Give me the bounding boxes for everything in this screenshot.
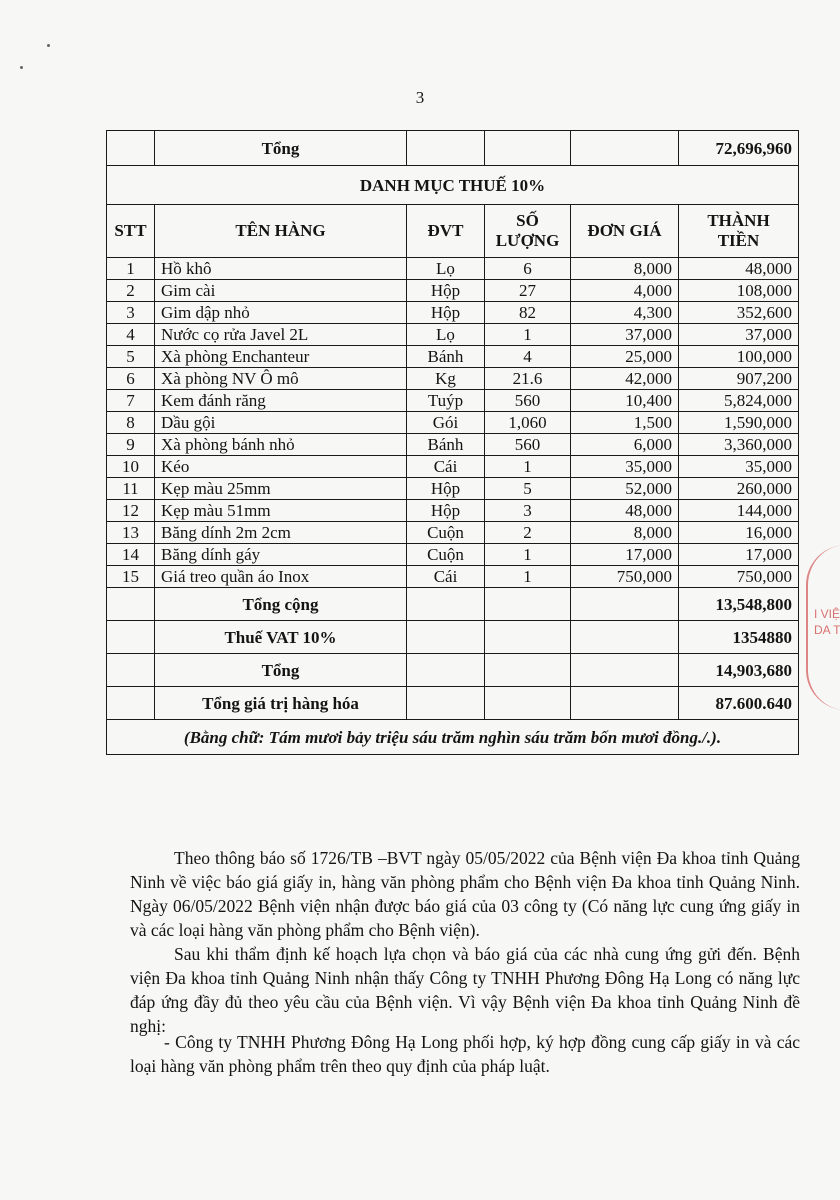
item-stt: 8 [107, 412, 155, 434]
item-name: Xà phòng bánh nhỏ [155, 434, 407, 456]
item-qty: 1 [485, 566, 571, 588]
item-amount: 750,000 [679, 566, 799, 588]
table-row [107, 346, 799, 368]
table-row [107, 566, 799, 588]
item-name: Hồ khô [155, 258, 407, 280]
item-stt: 13 [107, 522, 155, 544]
item-unit: Kg [407, 368, 485, 390]
summary-value: 13,548,800 [679, 588, 799, 621]
summary-empty [485, 588, 571, 621]
stamp-text: DA T [814, 623, 840, 637]
item-stt: 2 [107, 280, 155, 302]
summary-empty [571, 654, 679, 687]
summary-empty [107, 687, 155, 720]
item-unit: Hộp [407, 280, 485, 302]
item-qty: 4 [485, 346, 571, 368]
table-row [107, 522, 799, 544]
red-stamp-edge [806, 545, 840, 710]
table-row [107, 324, 799, 346]
item-price: 750,000 [571, 566, 679, 588]
page-number: 3 [415, 88, 425, 107]
header-qty: SỐ LƯỢNG [485, 205, 571, 258]
item-name: Dầu gội [155, 412, 407, 434]
item-price: 10,400 [571, 390, 679, 412]
table-row [107, 258, 799, 280]
item-price: 48,000 [571, 500, 679, 522]
item-unit: Tuýp [407, 390, 485, 412]
table-row [107, 302, 799, 324]
table-row [107, 368, 799, 390]
carry-total-label: Tổng [155, 131, 407, 166]
table-row [107, 390, 799, 412]
item-price: 4,000 [571, 280, 679, 302]
item-amount: 3,360,000 [679, 434, 799, 456]
item-name: Băng dính 2m 2cm [155, 522, 407, 544]
table-row [107, 478, 799, 500]
table-row [107, 456, 799, 478]
paragraph-proposal: - Công ty TNHH Phương Đông Hạ Long phối hợp, ký hợp đồng cung cấp giấy in và các loại hàng văn phòng phẩm trên theo quy định của pháp luật. [130, 1032, 800, 1076]
header-name: TÊN HÀNG [155, 205, 407, 258]
item-amount: 144,000 [679, 500, 799, 522]
item-name: Giá treo quần áo Inox [155, 566, 407, 588]
table-row [107, 412, 799, 434]
item-unit: Cái [407, 566, 485, 588]
item-amount: 352,600 [679, 302, 799, 324]
item-qty: 1 [485, 324, 571, 346]
header-price: ĐƠN GIÁ [571, 205, 679, 258]
table-header-row [107, 205, 799, 258]
item-price: 6,000 [571, 434, 679, 456]
item-amount: 16,000 [679, 522, 799, 544]
item-qty: 3 [485, 500, 571, 522]
summary-empty [485, 654, 571, 687]
amount-in-words: (Bằng chữ: Tám mươi bảy triệu sáu trăm nghìn sáu trăm bốn mươi đồng./.). [107, 720, 799, 755]
summary-empty [407, 687, 485, 720]
paragraph-notice: Theo thông báo số 1726/TB –BVT ngày 05/05/2022 của Bệnh viện Đa khoa tỉnh Quảng Ninh về việc báo giá giấy in, hàng văn phòng phẩm cho Bệnh viện Đa khoa tỉnh Quảng Ninh. Ngày 06/05/2022 Bệnh viện nhận được báo giá của 03 công ty (Có năng lực cung ứng giấy in và các loại hàng văn phòng phẩm cho Bệnh viện). [130, 848, 800, 940]
item-qty: 27 [485, 280, 571, 302]
stamp-text: I VIỆ [814, 607, 840, 621]
item-amount: 17,000 [679, 544, 799, 566]
item-qty: 21.6 [485, 368, 571, 390]
item-stt: 1 [107, 258, 155, 280]
item-stt: 12 [107, 500, 155, 522]
summary-empty [571, 588, 679, 621]
item-unit: Lọ [407, 324, 485, 346]
item-name: Kẹp màu 25mm [155, 478, 407, 500]
carry-total-value: 72,696,960 [679, 131, 799, 166]
item-amount: 48,000 [679, 258, 799, 280]
item-price: 8,000 [571, 258, 679, 280]
item-price: 52,000 [571, 478, 679, 500]
header-stt: STT [107, 205, 155, 258]
summary-empty [107, 654, 155, 687]
item-unit: Cái [407, 456, 485, 478]
item-price: 35,000 [571, 456, 679, 478]
item-amount: 108,000 [679, 280, 799, 302]
item-stt: 6 [107, 368, 155, 390]
item-unit: Hộp [407, 302, 485, 324]
summary-value: 87.600.640 [679, 687, 799, 720]
carry-total-row [107, 131, 799, 166]
item-name: Xà phòng NV Ô mô [155, 368, 407, 390]
item-name: Gim dập nhỏ [155, 302, 407, 324]
item-name: Kem đánh răng [155, 390, 407, 412]
summary-empty [107, 621, 155, 654]
summary-empty [407, 588, 485, 621]
item-price: 17,000 [571, 544, 679, 566]
item-stt: 11 [107, 478, 155, 500]
item-unit: Cuộn [407, 522, 485, 544]
summary-row [107, 654, 799, 687]
item-price: 4,300 [571, 302, 679, 324]
item-qty: 1,060 [485, 412, 571, 434]
paragraph-assessment: Sau khi thẩm định kế hoạch lựa chọn và báo giá của các nhà cung ứng gửi đến. Bệnh viện Đa khoa tỉnh Quảng Ninh nhận thấy Công ty TNHH Phương Đông Hạ Long có năng lực đáp ứng đầy đủ theo yêu cầu của Bệnh viện. Vì vậy Bệnh viện Đa khoa tỉnh Quảng Ninh đề nghị: [130, 944, 800, 1036]
item-unit: Bánh [407, 346, 485, 368]
scan-speck [47, 44, 50, 47]
summary-label: Tổng cộng [155, 588, 407, 621]
summary-row [107, 588, 799, 621]
item-name: Gim cài [155, 280, 407, 302]
summary-empty [571, 687, 679, 720]
item-qty: 2 [485, 522, 571, 544]
summary-row [107, 687, 799, 720]
item-price: 25,000 [571, 346, 679, 368]
item-qty: 1 [485, 456, 571, 478]
item-name: Băng dính gáy [155, 544, 407, 566]
item-stt: 15 [107, 566, 155, 588]
summary-label: Tổng giá trị hàng hóa [155, 687, 407, 720]
item-price: 1,500 [571, 412, 679, 434]
summary-empty [107, 588, 155, 621]
summary-empty [485, 687, 571, 720]
item-qty: 82 [485, 302, 571, 324]
goods-table [106, 130, 799, 755]
item-stt: 10 [107, 456, 155, 478]
item-amount: 5,824,000 [679, 390, 799, 412]
header-amount: THÀNH TIỀN [679, 205, 799, 258]
table-row [107, 500, 799, 522]
item-amount: 260,000 [679, 478, 799, 500]
item-unit: Lọ [407, 258, 485, 280]
table-row [107, 434, 799, 456]
item-unit: Bánh [407, 434, 485, 456]
item-unit: Cuộn [407, 544, 485, 566]
item-qty: 6 [485, 258, 571, 280]
item-name: Nước cọ rửa Javel 2L [155, 324, 407, 346]
item-amount: 907,200 [679, 368, 799, 390]
table-row [107, 544, 799, 566]
item-stt: 7 [107, 390, 155, 412]
item-stt: 3 [107, 302, 155, 324]
item-unit: Hộp [407, 478, 485, 500]
section-title-row [107, 166, 799, 205]
item-qty: 1 [485, 544, 571, 566]
item-amount: 37,000 [679, 324, 799, 346]
item-unit: Gói [407, 412, 485, 434]
summary-empty [571, 621, 679, 654]
summary-value: 14,903,680 [679, 654, 799, 687]
summary-empty [407, 621, 485, 654]
item-stt: 5 [107, 346, 155, 368]
summary-empty [407, 654, 485, 687]
item-amount: 35,000 [679, 456, 799, 478]
amount-in-words-row [107, 720, 799, 755]
item-name: Kẹp màu 51mm [155, 500, 407, 522]
section-title: DANH MỤC THUẾ 10% [107, 166, 799, 205]
header-unit: ĐVT [407, 205, 485, 258]
item-unit: Hộp [407, 500, 485, 522]
item-name: Kéo [155, 456, 407, 478]
item-qty: 560 [485, 390, 571, 412]
item-stt: 4 [107, 324, 155, 346]
item-name: Xà phòng Enchanteur [155, 346, 407, 368]
scan-speck [20, 66, 23, 69]
summary-empty [485, 621, 571, 654]
summary-value: 1354880 [679, 621, 799, 654]
item-qty: 5 [485, 478, 571, 500]
item-stt: 9 [107, 434, 155, 456]
summary-row [107, 621, 799, 654]
item-amount: 100,000 [679, 346, 799, 368]
item-stt: 14 [107, 544, 155, 566]
item-price: 37,000 [571, 324, 679, 346]
item-price: 42,000 [571, 368, 679, 390]
summary-label: Thuế VAT 10% [155, 621, 407, 654]
item-qty: 560 [485, 434, 571, 456]
table-row [107, 280, 799, 302]
item-price: 8,000 [571, 522, 679, 544]
item-amount: 1,590,000 [679, 412, 799, 434]
summary-label: Tổng [155, 654, 407, 687]
